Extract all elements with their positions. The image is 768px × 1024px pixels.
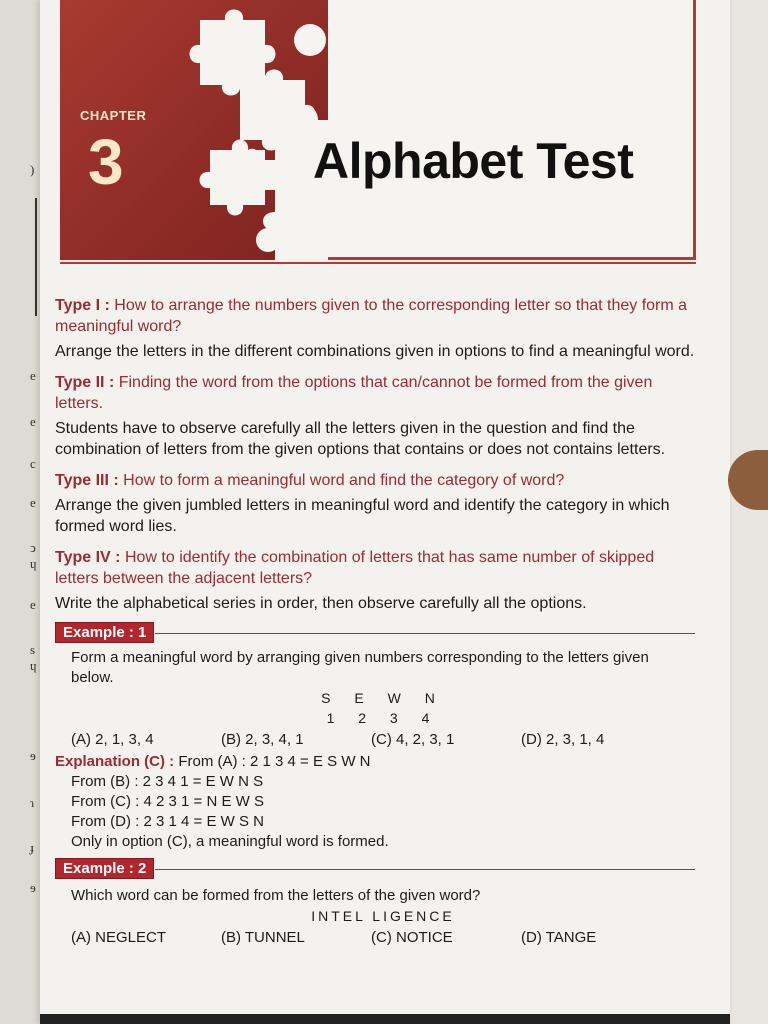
type-4-label: Type IV : bbox=[55, 549, 121, 566]
example-2-rule bbox=[155, 869, 695, 870]
type-3-question bbox=[55, 470, 695, 491]
example-1-badge: Example : 1 bbox=[55, 622, 154, 643]
gutter-mark: ɟ bbox=[30, 840, 35, 855]
gutter-mark: ɘ bbox=[30, 748, 36, 763]
example-1-option-b: (B) 2, 3, 4, 1 bbox=[221, 731, 304, 748]
type-2-label: Type II : bbox=[55, 374, 115, 391]
explanation-line-5: Only in option (C), a meaningful word is formed. bbox=[71, 833, 389, 850]
example-2-word: INTEL LIGENCE bbox=[311, 908, 455, 924]
type-2-question bbox=[55, 372, 695, 414]
page-bottom-edge bbox=[40, 1014, 730, 1024]
type-1-answer: Arrange the letters in the different combinations given in options to find a meaningful word. bbox=[55, 343, 695, 360]
example-1-option-d: (D) 2, 3, 1, 4 bbox=[521, 731, 605, 748]
explanation-line-2: From (B) : 2 3 4 1 = E W N S bbox=[71, 773, 264, 790]
example-2-body bbox=[55, 886, 695, 948]
example-1-option-c: (C) 4, 2, 3, 1 bbox=[371, 731, 455, 748]
gutter-mark: ɥ bbox=[30, 658, 37, 673]
example-2-badge: Example : 2 bbox=[55, 858, 154, 879]
banner-rule bbox=[60, 262, 696, 264]
example-2-option-d: (D) TANGE bbox=[521, 929, 597, 946]
gutter-mark: e bbox=[30, 414, 36, 429]
type-2-text: Finding the word from the options that can/cannot be formed from the given letters. bbox=[55, 374, 653, 412]
type-4-question bbox=[55, 547, 695, 589]
gutter-mark: ɿ bbox=[30, 795, 35, 810]
example-2-options bbox=[71, 926, 695, 948]
gutter-mark: e bbox=[30, 495, 36, 510]
example-2-option-a: (A) NEGLECT bbox=[71, 929, 167, 946]
chapter-banner bbox=[60, 0, 696, 268]
gutter-mark: ) bbox=[30, 162, 35, 177]
explanation-line-4: From (D) : 2 3 1 4 = E W S N bbox=[71, 813, 264, 830]
explanation-line-3: From (C) : 4 2 3 1 = N E W S bbox=[71, 793, 264, 810]
gutter-line bbox=[35, 198, 37, 316]
example-2-option-c: (C) NOTICE bbox=[371, 929, 453, 946]
gutter-mark: s bbox=[30, 642, 36, 657]
left-gutter bbox=[0, 0, 40, 1024]
chapter-label: CHAPTER bbox=[80, 108, 147, 123]
type-3-label: Type III : bbox=[55, 472, 119, 489]
chapter-title: Alphabet Test bbox=[313, 133, 634, 189]
gutter-mark: e bbox=[30, 368, 36, 383]
example-1-question: Form a meaningful word by arranging given numbers corresponding to the letters given below. bbox=[71, 649, 649, 686]
example-2-header bbox=[55, 858, 695, 880]
type-1-question bbox=[55, 295, 695, 337]
example-2-question: Which word can be formed from the letters of the given word? bbox=[71, 887, 481, 904]
gutter-mark: ↄ bbox=[30, 540, 36, 555]
explanation-line-1: From (A) : 2 1 3 4 = E S W N bbox=[178, 753, 371, 770]
example-1-explanation bbox=[55, 752, 695, 852]
example-1-letters: S E W N bbox=[321, 690, 445, 706]
example-1-body bbox=[55, 648, 695, 750]
example-1-numbers: 1 2 3 4 bbox=[326, 710, 440, 726]
example-1-options bbox=[71, 728, 695, 750]
example-1-header bbox=[55, 622, 695, 644]
type-3-answer: Arrange the given jumbled letters in meaningful word and identify the category in which formed word lies. bbox=[55, 497, 670, 535]
type-4-text: How to identify the combination of letters that has same number of skipped letters between the adjacent letters? bbox=[55, 549, 655, 587]
page-edge-shadow bbox=[728, 450, 768, 510]
type-1-label: Type I : bbox=[55, 297, 110, 314]
example-1-option-a: (A) 2, 1, 3, 4 bbox=[71, 731, 154, 748]
gutter-mark: ɥ bbox=[30, 556, 37, 571]
chapter-number: 3 bbox=[88, 126, 124, 198]
gutter-mark: e bbox=[30, 597, 36, 612]
type-2-answer: Students have to observe carefully all the letters given in the question and find the combination of letters from the given options that contains or does not contains letters. bbox=[55, 420, 666, 458]
type-1-text: How to arrange the numbers given to the corresponding letter so that they form a meaningful word? bbox=[55, 297, 688, 335]
example-1-rule bbox=[155, 633, 695, 634]
type-3-text: How to form a meaningful word and find the category of word? bbox=[123, 472, 565, 489]
explanation-label: Explanation (C) : bbox=[55, 753, 175, 770]
gutter-mark: ɘ bbox=[30, 880, 36, 895]
explanation-lines bbox=[55, 772, 695, 852]
gutter-mark: c bbox=[30, 456, 36, 471]
chapter-content bbox=[55, 295, 695, 948]
example-2-option-b: (B) TUNNEL bbox=[221, 929, 305, 946]
banner-red-panel bbox=[60, 0, 328, 260]
type-4-answer: Write the alphabetical series in order, then observe carefully all the options. bbox=[55, 595, 587, 612]
